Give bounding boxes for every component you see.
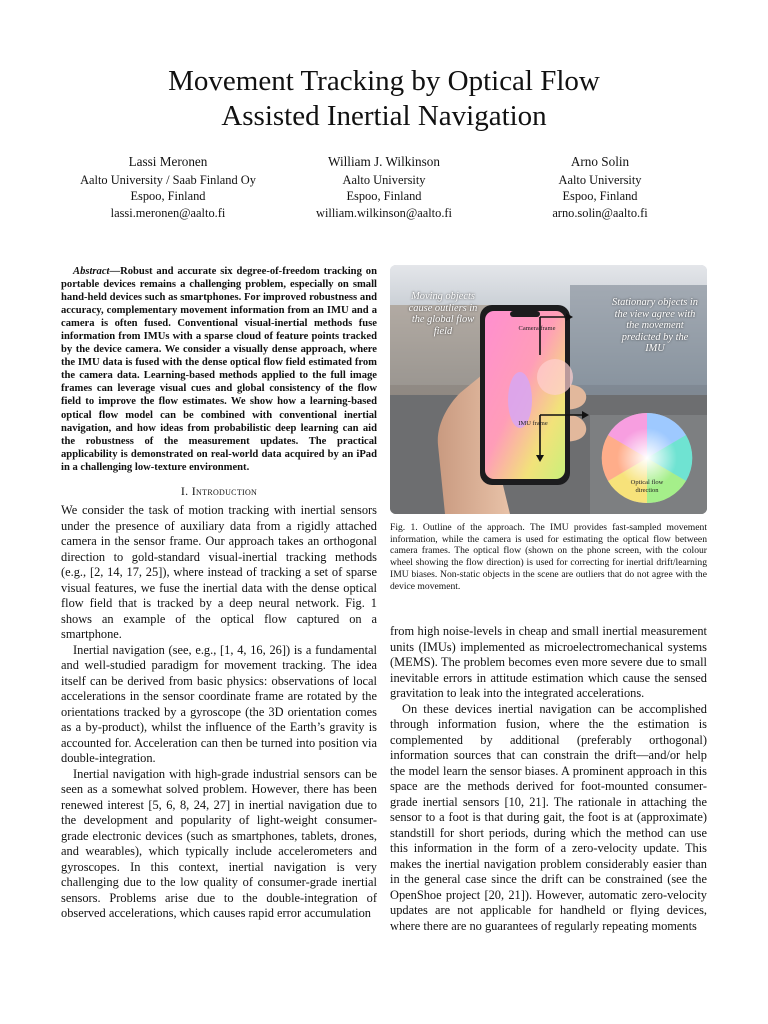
label-camera-frame: Camera frame xyxy=(518,325,556,332)
abstract-label: Abstract xyxy=(73,266,110,277)
figure-1-caption: Fig. 1. Outline of the approach. The IMU provides fast-sampled movement information, while the camera is used for estimating the optical flow between camera frames. The optical flow (shown on the phone screen, with the colour wheel showing the flow direction) is used for correcting for inertial drift/learning IMU biases. Non-static objects in the scene are outliers that do not agree with the device movement. xyxy=(390,522,707,592)
intro-paragraph-1: We consider the task of motion tracking with inertial sensors under the presence of auxiliary data from a rigidly attached camera in the sensor frame. Our approach takes an orthogonal direction to gold-standard visual-inertial tracking methods (e.g., [2, 14, 17, 25]), where instead of tracking a set of sparse visual features, we fuse the inertial data with the dense optical flow field that is tracked by a deep neural network. Fig. 1 shows an example of the optical flow captured on a smartphone. xyxy=(61,503,377,642)
author-email: william.wilkinson@aalto.fi xyxy=(316,205,452,220)
author-location: Espoo, Finland xyxy=(562,189,638,203)
label-moving-objects: Moving objects cause outliers in the global flow field xyxy=(408,291,478,337)
author-affiliation: Aalto University xyxy=(342,172,426,187)
title-line-2: Assisted Inertial Navigation xyxy=(221,100,547,132)
author-location: Espoo, Finland xyxy=(346,189,422,203)
section-heading-introduction: I. Introduction xyxy=(180,483,258,498)
author-affiliation: Aalto University / Saab Finland Oy xyxy=(80,172,256,187)
abstract-text: —Robust and accurate six degree-of-freedom tracking on portable devices remains a challenging problem, especially on small hand-held devices such as smartphones. For improved robustness and accuracy, complementary movement information from an IMU and a camera is often fused. Conventional visual-inertial methods fuse information from IMUs with a sparse cloud of feature points tracked by the device camera. We consider a visually dense approach, where the IMU data is fused with the dense optical flow field estimated from the camera data. Learning-based methods applied to the full image frames can leverage visual cues and global consistency of the flow field to improve the flow estimates. We show how a learning-based optical flow model can be combined with conventional inertial navigation, and how ideas from probabilistic deep learning can aid the robustness of the measurement updates. The practical applicability is demonstrated on real-world data acquired by an iPad in a challenging low-texture environment. xyxy=(61,266,377,473)
title-line-1: Movement Tracking by Optical Flow xyxy=(168,65,600,97)
left-column xyxy=(61,265,377,922)
abstract xyxy=(61,265,377,474)
author-name: Arno Solin xyxy=(570,154,630,169)
author-name: Lassi Meronen xyxy=(128,154,208,169)
right-column xyxy=(390,624,707,934)
author-name: William J. Wilkinson xyxy=(328,154,440,169)
paper-title xyxy=(0,64,768,134)
author-3 xyxy=(492,154,708,221)
label-imu-frame: IMU frame xyxy=(518,420,548,427)
finger-on-screen xyxy=(537,359,573,395)
author-1 xyxy=(60,154,276,221)
label-optical-flow-direction: Optical flow direction xyxy=(630,479,664,494)
intro-paragraph-3: Inertial navigation with high-grade industrial sensors can be seen as a somewhat solved problem. However, there has been renewed interest [5, 6, 8, 24, 27] in inertial navigation due to the development and popularity of light-weight consumer-grade electronic devices (such as smartphones, tablets, drones, and wearables), which typically include accelerometers and gyroscopes. In this context, inertial navigation is very challenging due to the low quality of consumer-grade inertial sensors. Problems arise due to the double-integration of observed accelerations, which causes rapid error accumulation xyxy=(61,766,377,921)
author-email: lassi.meronen@aalto.fi xyxy=(110,205,226,220)
figure-1-image xyxy=(390,265,707,514)
author-location: Espoo, Finland xyxy=(130,189,206,203)
phone-notch xyxy=(510,311,540,317)
label-stationary-objects: Stationary objects in the view agree with the movement predicted by the IMU xyxy=(612,297,699,354)
right-paragraph-1: from high noise-levels in cheap and small inertial measurement units (IMUs) implemented as microelectromechanical systems (MEMS). The problem becomes even more severe due to small inevitable errors in attitude estimation which cause the sensed gravitation to leak into the integrated accelerations. xyxy=(390,624,707,700)
author-affiliation: Aalto University xyxy=(558,172,642,187)
author-email: arno.solin@aalto.fi xyxy=(552,205,648,220)
right-paragraph-2: On these devices inertial navigation can be accomplished through information fusion, where the the estimation is complemented by additional (preferably orthogonal) information sources that can constrain the drift—and/or help the model learn the sensor biases. A prominent approach in this space are the methods derived for foot-mounted consumer-grade inertial sensors [10, 21]. The rationale in attaching the sensor to a foot is that during gait, the foot is at (approximate) standstill for short periods, during which the method can use this information in the form of a zero-velocity update. This makes the inertial navigation problem considerably easier than in the general case since the drift can be constrained (see the OpenShoe project [20, 21]). However, automatic zero-velocity updates are not applicable for handheld or flying devices, where there are no guarantees of regularly repeating moments xyxy=(390,701,707,933)
author-block xyxy=(60,154,708,221)
intro-paragraph-2: Inertial navigation (see, e.g., [1, 4, 16, 26]) is a fundamental and well-studied paradigm for movement tracking. The idea itself can be derived from basic physics: observations of local accelerations in the sensor coordinate frame are rotated by the orientations tracked by a gyroscope (the 3D orientation comes as a by-product), whilst the influence of the Earth’s gravity is accounted for. Acceleration can then be turned into position via double-integration. xyxy=(61,642,377,766)
author-2 xyxy=(276,154,492,221)
